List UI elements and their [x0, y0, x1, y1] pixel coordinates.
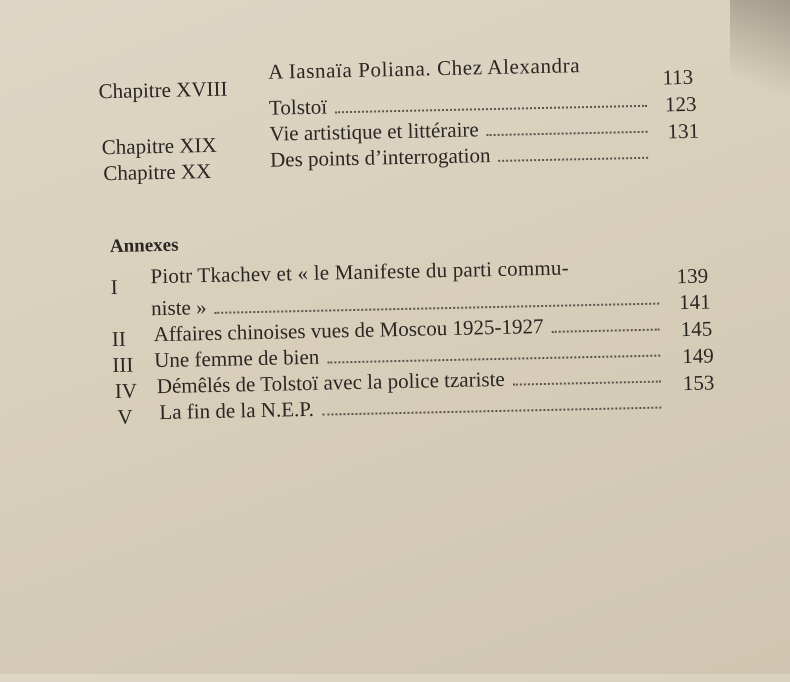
annex-number: III — [112, 352, 134, 378]
page-number: 141 — [678, 289, 711, 315]
annex-title: Affaires chinoises vues de Moscou 1925-1927 — [153, 310, 663, 347]
leader-dots — [513, 381, 661, 386]
page-number: 123 — [664, 91, 697, 117]
page-number: 139 — [676, 263, 709, 289]
leader-dots — [552, 329, 660, 333]
annex-title: Démêlés de Tolstoï avec la police tzariste — [157, 362, 665, 399]
annex-number: I — [110, 274, 118, 300]
leader-dots — [487, 131, 648, 136]
annex-number: V — [117, 404, 133, 429]
annex-title: La fin de la N.E.P. — [159, 388, 665, 425]
chapter-title: Des points d’interrogation — [270, 139, 652, 173]
page-number: 131 — [667, 118, 700, 144]
chapter-title-line2: Tolstoï — [269, 87, 651, 121]
leader-dots — [335, 105, 647, 114]
chapter-label: Chapitre XVIII — [98, 76, 228, 104]
leader-dots — [322, 407, 661, 416]
chapter-title-line1: A Iasnaïa Poliana. Chez Alexandra — [267, 53, 581, 84]
chapter-label: Chapitre XIX — [101, 132, 217, 160]
page-number: 153 — [682, 370, 715, 396]
page-number: 145 — [680, 316, 713, 342]
page-number: 149 — [682, 343, 715, 369]
annex-number: IV — [114, 378, 138, 403]
annex-number: II — [111, 326, 127, 352]
annex-title: Une femme de bien — [154, 336, 664, 373]
leader-dots — [499, 157, 649, 162]
chapter-title: Vie artistique et littéraire — [269, 113, 651, 147]
toc-entry-chapter-20 — [103, 158, 211, 186]
annex-title-line2: niste » — [151, 285, 663, 322]
leader-dots — [327, 355, 660, 364]
page-number: 113 — [662, 64, 694, 90]
toc-entry-chapter-19 — [102, 132, 217, 160]
annexes-heading: Annexes — [109, 234, 179, 258]
toc-entry-chapter-18 — [98, 76, 227, 105]
annex-title-line1: Piotr Tkachev et « le Manifeste du parti commu- — [150, 255, 570, 289]
chapter-label: Chapitre XX — [103, 158, 212, 186]
